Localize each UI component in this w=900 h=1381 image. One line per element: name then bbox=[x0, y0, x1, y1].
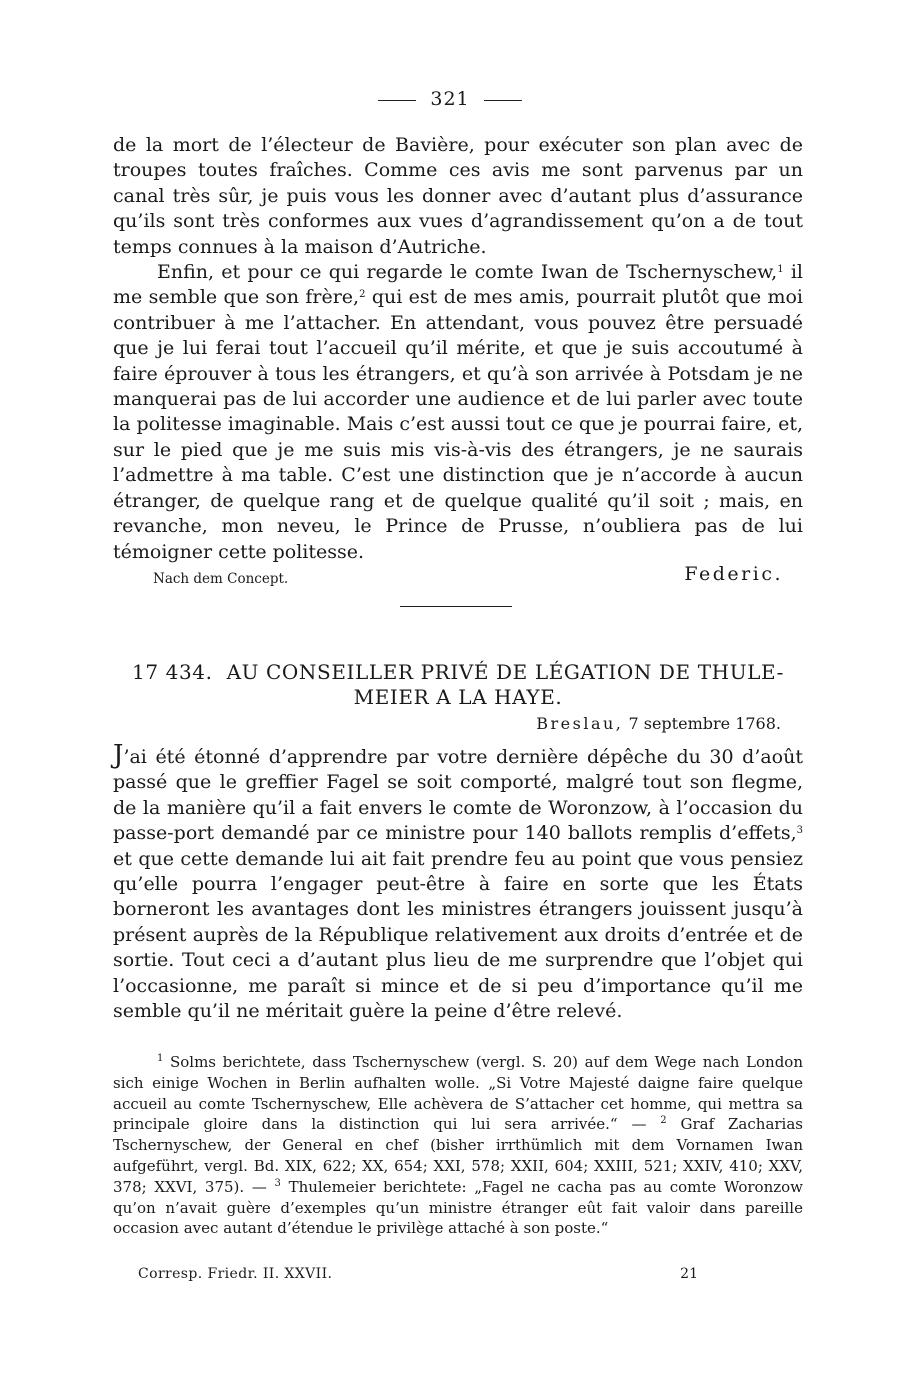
footnote-1: Solms berichtete, dass Tschernyschew (vergl. S. 20) auf dem Wege nach London sich einige Wochen in Berlin aufhalten wolle. „Si Votre Majesté daigne faire quelque accueil au comte Tschernyschew, Elle achèvera de S’attacher cet homme, qui mettra sa principale gloire dans la distinction qui lui sera arrivée.“ — bbox=[113, 1053, 803, 1134]
paragraph-text: Enfin, et pour ce qui regarde le comte Iwan de Tschernyschew, bbox=[157, 261, 778, 284]
letter-title: AU CONSEILLER PRIVÉ DE LÉGATION DE THULE-MEIER A LA HAYE. bbox=[226, 660, 784, 709]
date: 7 septembre 1768. bbox=[628, 714, 781, 733]
footnote-ref-3: 3 bbox=[796, 825, 803, 837]
paragraph-text: et que cette demande lui ait fait prendre feu au point que vous pensiez qu’elle pourra l’engager peut-être à faire en sorte que les États borneront les avantages dont les ministres étrangers jouissent jusqu’à présent auprès de la République relativement aux droits d’entrée et de sortie. Tout ceci a d’autant plus lieu de me surprendre que l’objet qui l’occasionne, me paraît si mince et de si peu d’importance qu’il me semble qu’il ne méritait guère la peine d’être relevé. bbox=[113, 847, 803, 1023]
header-dash-left bbox=[378, 100, 416, 101]
letter-2-heading bbox=[113, 660, 803, 710]
letter-2-body bbox=[113, 740, 803, 1024]
footnote-marker-1: 1 bbox=[157, 1053, 164, 1064]
footnote-2: Graf Zacharias Tschernyschew, der General en chef (bisher irrthümlich mit dem Vornamen Iwan aufgeführt, vergl. Bd. XIX, 622; XX, 654; XXI, 578; XXII, 604; XXIII, 521; XXIV, 410; XXV, 378; XXVI, 375). — bbox=[113, 1115, 803, 1196]
initial-letter: J bbox=[113, 740, 124, 770]
signature-mark: 21 bbox=[680, 1266, 698, 1282]
footnote-marker-2: 2 bbox=[660, 1115, 667, 1127]
footnotes bbox=[113, 1052, 803, 1239]
footnote-ref-1: 1 bbox=[777, 264, 784, 276]
footnotes-text bbox=[113, 1052, 803, 1239]
letter-1-paragraph-2 bbox=[113, 260, 803, 565]
signature: Federic. bbox=[684, 563, 783, 585]
footnote-ref-2: 2 bbox=[359, 289, 366, 301]
signature-row bbox=[153, 563, 783, 589]
dateline bbox=[113, 714, 781, 733]
letter-2-paragraph bbox=[113, 740, 803, 1024]
header-dash-right bbox=[484, 100, 522, 101]
paragraph-text: ’ai été étonné d’apprendre par votre dernière dépêche du 30 d’août passé que le greffier Fagel se soit comporté, malgré tout son flegme, de la manière qu’il a fait envers le comte de Woronzow, à l’occasion du passe-port demandé par ce ministre pour 140 ballots remplis d’effets, bbox=[113, 746, 803, 845]
paragraph-text: qui est de mes amis, pourrait plutôt que moi contribuer à me l’attacher. En attendant, vous pouvez être persuadé que je lui ferai tout l’accueil qu’il mérite, et que je suis accoutumé à faire éprouver à tous les étrangers, et qu’à son arrivée à Potsdam je ne manquerai pas de lui accorder une audience et de lui parler avec toute la politesse imaginable. Mais c’est aussi tout ce que je pourrai faire, et, sur le pied que je me suis mis vis-à-vis des étrangers, je ne saurais l’admettre à ma table. C’est une distinction que je n’accorde à aucun étranger, de quelque rang et de quelque qualité qu’il soit ; mais, en revanche, mon neveu, le Prince de Prusse, n’oubliera pas de lui témoigner cette politesse. bbox=[113, 286, 803, 563]
page-number: 321 bbox=[430, 88, 470, 110]
footnote-marker-3: 3 bbox=[274, 1177, 281, 1189]
footnote-3: Thulemeier berichtete: „Fagel ne cacha pas au comte Woronzow qu’on n’avait guère d’exemples qu’un ministre étranger eût fait valoir dans pareille occasion avec autant d’étendue le privilège attaché à son poste.“ bbox=[113, 1177, 804, 1238]
place: Breslau, bbox=[536, 714, 624, 733]
page-header bbox=[0, 88, 900, 110]
letter-1-paragraph-1: de la mort de l’électeur de Bavière, pour exécuter son plan avec de troupes toutes fraîches. Comme ces avis me sont parvenus par un canal très sûr, je puis vous les donner avec d’autant plus d’assurance qu’ils sont très conformes aux vues d’agrandissement qu’on a de tout temps connues à la maison d’Autriche. bbox=[113, 134, 803, 258]
source-note: Nach dem Concept. bbox=[153, 571, 289, 587]
section-divider bbox=[400, 606, 512, 607]
collection-title: Corresp. Friedr. II. XXVII. bbox=[138, 1266, 333, 1282]
letter-1-body bbox=[113, 133, 803, 565]
page-footer bbox=[138, 1266, 698, 1286]
letter-number: 17 434. bbox=[132, 660, 213, 684]
paragraph-text: il me semble que son frère, bbox=[113, 261, 803, 309]
